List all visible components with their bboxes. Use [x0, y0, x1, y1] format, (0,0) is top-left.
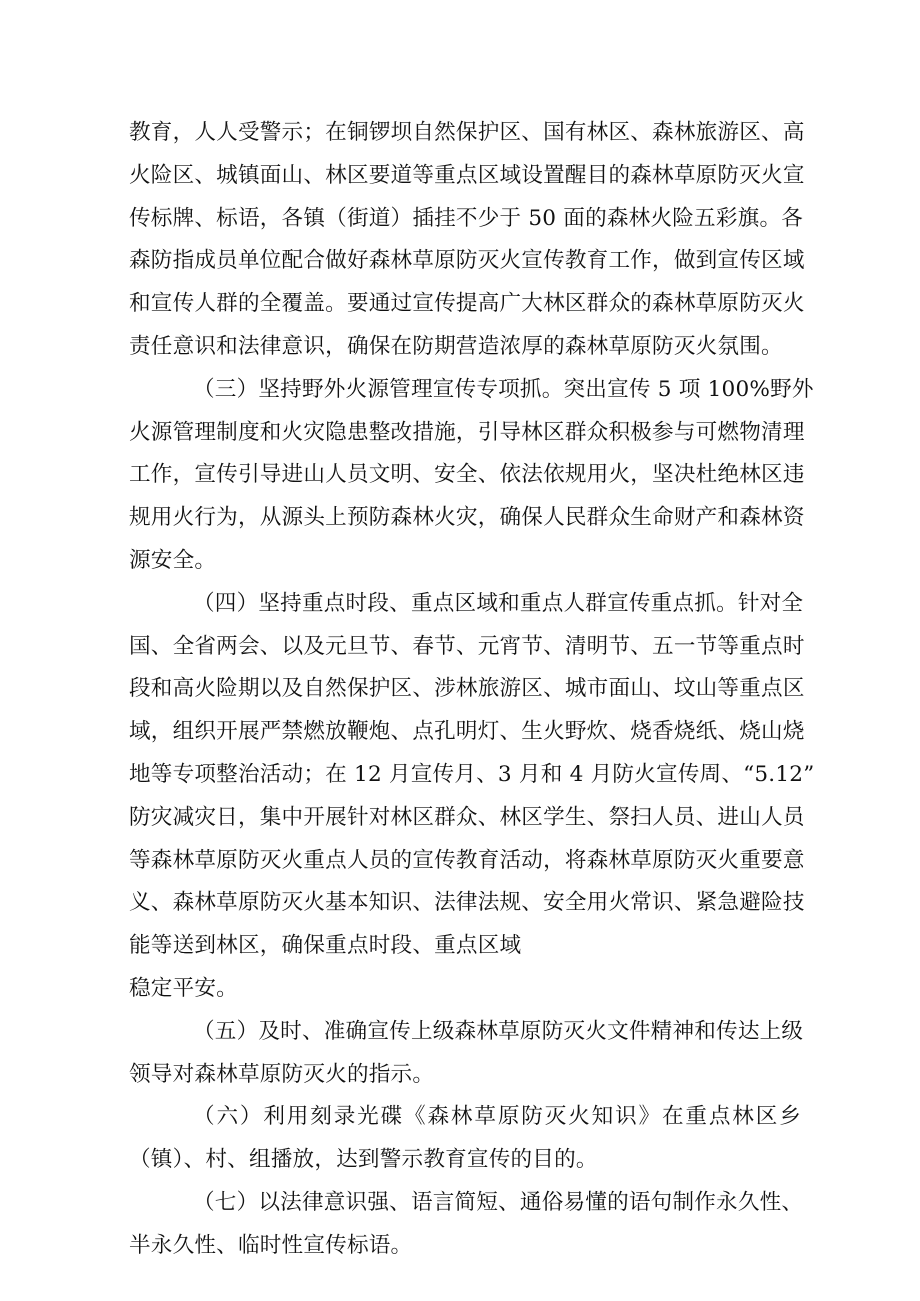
text-line: 责任意识和法律意识，确保在防期营造浓厚的森林草原防灭火氛围。 [129, 333, 783, 359]
text-line: 地等专项整治活动；在 12 月宣传月、3 月和 4 月防火宣传周、“5.12” [129, 761, 815, 787]
paragraph-item-7 [129, 1182, 804, 1268]
document-body [129, 112, 815, 1268]
paragraph-continuation [129, 112, 805, 369]
text-line: 义、森林草原防灭火基本知识、法律法规、安全用火常识、紧急避险技 [129, 890, 805, 916]
text-line: 防灾减灾日，集中开展针对林区群众、林区学生、祭扫人员、进山人员 [129, 804, 805, 830]
text-line: （三）坚持野外火源管理宣传专项抓。突出宣传 5 项 100%野外 [193, 376, 814, 402]
text-line: 和宣传人群的全覆盖。要通过宣传提高广大林区群众的森林草原防灭火 [129, 291, 805, 317]
text-line: 域，组织开展严禁燃放鞭炮、点孔明灯、生火野炊、烧香烧纸、烧山烧 [129, 719, 805, 745]
text-line: 能等送到林区，确保重点时段、重点区域 [129, 933, 522, 959]
text-line: （七）以法律意识强、语言简短、通俗易懂的语句制作永久性、 [193, 1189, 804, 1215]
paragraph-item-3 [129, 369, 814, 583]
text-line: 领导对森林草原防灭火的指示。 [129, 1061, 435, 1087]
text-line: 源安全。 [129, 547, 217, 573]
paragraph-item-5 [129, 1011, 804, 1097]
text-line: 国、全省两会、以及元旦节、春节、元宵节、清明节、五一节等重点时 [129, 633, 805, 659]
text-line: （镇）、村、组播放，达到警示教育宣传的目的。 [129, 1147, 598, 1173]
text-line: 森防指成员单位配合做好森林草原防灭火宣传教育工作，做到宣传区域 [129, 248, 805, 274]
text-line: 工作，宣传引导进山人员文明、安全、依法依规用火，坚决杜绝林区违 [129, 462, 805, 488]
text-line: 教育，人人受警示；在铜锣坝自然保护区、国有林区、森林旅游区、高 [129, 120, 805, 145]
paragraph-item-6 [129, 1096, 801, 1182]
text-line: 稳定平安。 [129, 975, 238, 1001]
text-line: （五）及时、准确宣传上级森林草原防灭火文件精神和传达上级 [193, 1018, 804, 1044]
text-line: 火源管理制度和火灾隐患整改措施，引导林区群众积极参与可燃物清理 [129, 419, 805, 445]
text-line: （六）利用刻录光碟《森林草原防灭火知识》在重点林区乡 [193, 1104, 801, 1130]
text-line: 半永久性、临时性宣传标语。 [129, 1232, 413, 1258]
text-line: 段和高火险期以及自然保护区、涉林旅游区、城市面山、坟山等重点区 [129, 676, 805, 702]
text-line: 传标牌、标语，各镇（街道）插挂不少于 50 面的森林火险五彩旗。各 [129, 205, 804, 231]
text-line: （四）坚持重点时段、重点区域和重点人群宣传重点抓。针对全 [193, 590, 804, 616]
text-line: 等森林草原防灭火重点人员的宣传教育活动，将森林草原防灭火重要意 [129, 847, 805, 873]
text-line: 规用火行为，从源头上预防森林火灾，确保人民群众生命财产和森林资 [129, 505, 805, 531]
text-line: 火险区、城镇面山、林区要道等重点区域设置醒目的森林草原防灭火宣 [129, 162, 805, 188]
paragraph-item-4 [129, 583, 815, 1011]
